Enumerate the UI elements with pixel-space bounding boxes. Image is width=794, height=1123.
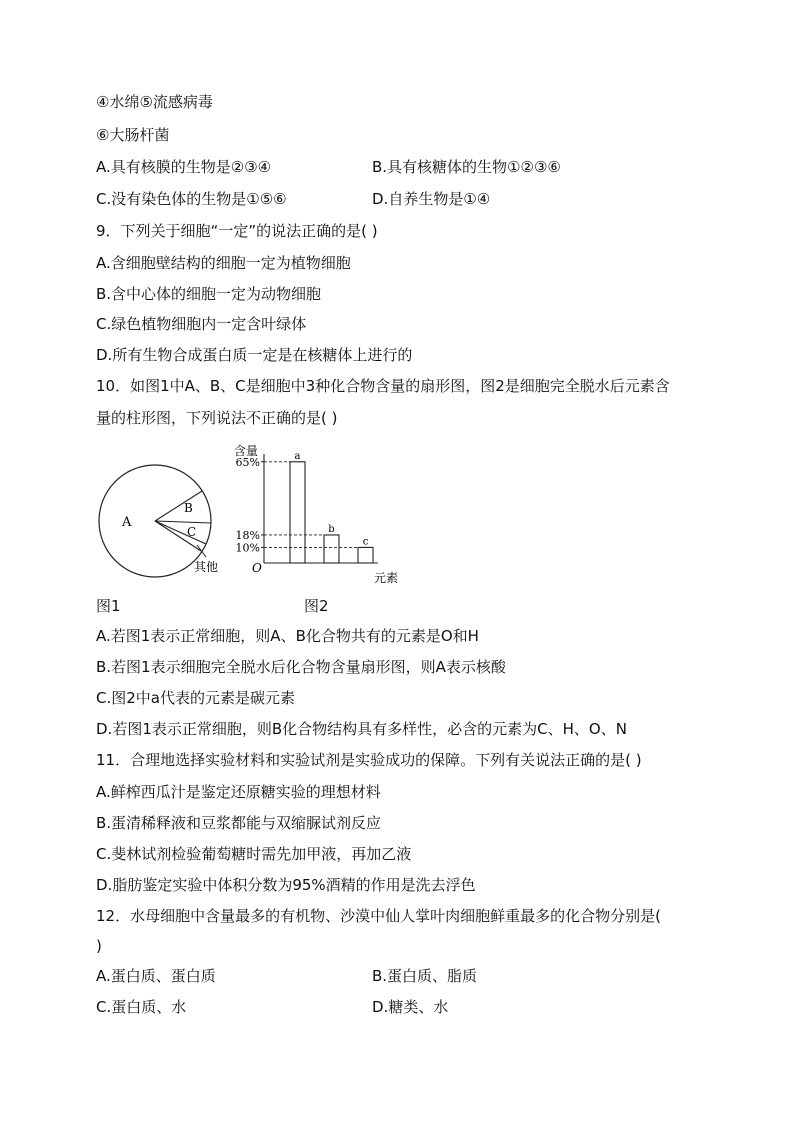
bar-label-c: c — [362, 536, 369, 548]
figure1-pie — [96, 462, 226, 588]
pie-label-other: 其他 — [194, 560, 219, 574]
q8-option-d: D.自养生物是①④ — [372, 190, 491, 208]
bar-label-a: a — [294, 450, 301, 462]
q11-option-a: A.鲜榨西瓜汁是鉴定还原糖实验的理想材料 — [96, 783, 381, 801]
q10-option-a: A.若图1表示正常细胞，则A、B化合物共有的元素是O和H — [96, 627, 479, 645]
figure2-caption: 图2 — [304, 597, 329, 615]
y-axis-label: 含量 — [234, 444, 259, 458]
q12-stem-line1: 12．水母细胞中含量最多的有机物、沙漠中仙人掌叶肉细胞鲜重最多的化合物分别是( — [96, 907, 661, 925]
pie-divider-3 — [155, 521, 206, 544]
q9-option-a: A.含细胞壁结构的细胞一定为植物细胞 — [96, 254, 351, 272]
q10-option-d: D.若图1表示正常细胞，则B化合物结构具有多样性，必含的元素为C、H、O、N — [96, 720, 627, 738]
bar-b — [324, 535, 339, 563]
x-axis-label: 元素 — [374, 571, 399, 585]
y-tick-label-a: 65% — [235, 455, 260, 469]
q9-stem: 9．下列关于细胞“一定”的说法正确的是( ) — [96, 222, 378, 240]
q12-option-b: B.蛋白质、脂质 — [372, 967, 478, 985]
q11-stem: 11．合理地选择实验材料和实验试剂是实验成功的保障。下列有关说法正确的是( ) — [96, 751, 642, 769]
y-tick-label-b: 18% — [235, 528, 260, 542]
pie-label-c: C — [187, 525, 197, 539]
q12-option-c: C.蛋白质、水 — [96, 998, 187, 1016]
bar-c — [358, 547, 373, 563]
q9-option-c: C.绿色植物细胞内一定含叶绿体 — [96, 315, 307, 333]
q11-option-b: B.蛋清稀释液和豆浆都能与双缩脲试剂反应 — [96, 814, 382, 832]
q9-option-d: D.所有生物合成蛋白质一定是在核糖体上进行的 — [96, 346, 413, 364]
q8-option-b: B.具有核糖体的生物①②③⑥ — [372, 158, 561, 176]
q10-stem-line2: 量的柱形图，下列说法不正确的是( ) — [96, 409, 338, 427]
bar-label-b: b — [328, 523, 335, 535]
q12-stem-line2: ) — [96, 937, 102, 955]
figure1-caption: 图1 — [96, 597, 121, 615]
pie-label-a: A — [122, 515, 132, 530]
y-tick-label-c: 10% — [235, 541, 260, 555]
q10-option-b: B.若图1表示细胞完全脱水后化合物含量扇形图，则A表示核酸 — [96, 658, 506, 676]
pie-label-b: B — [184, 501, 193, 515]
pie-divider-2 — [155, 521, 211, 523]
q10-stem-line1: 10．如图1中A、B、C是细胞中3种化合物含量的扇形图，图2是细胞完全脱水后元素含 — [96, 377, 670, 395]
figure2-bar-chart — [228, 442, 408, 586]
q12-option-d: D.糖类、水 — [372, 998, 449, 1016]
q11-option-d: D.脂肪鉴定实验中体积分数为95%酒精的作用是洗去浮色 — [96, 876, 476, 894]
q8-option-a: A.具有核膜的生物是②③④ — [96, 158, 272, 176]
q12-option-a: A.蛋白质、蛋白质 — [96, 967, 216, 985]
q11-option-c: C.斐林试剂检验葡萄糖时需先加甲液，再加乙液 — [96, 845, 412, 863]
pie-divider-1 — [155, 491, 202, 521]
q8-line2: ⑥大肠杆菌 — [96, 126, 170, 144]
origin-label: O — [252, 561, 262, 575]
q9-option-b: B.含中心体的细胞一定为动物细胞 — [96, 285, 322, 303]
bar-a — [290, 462, 305, 563]
q8-line1: ④水绵⑤流感病毒 — [96, 93, 213, 111]
q8-option-c: C.没有染色体的生物是①⑤⑥ — [96, 190, 287, 208]
q10-option-c: C.图2中a代表的元素是碳元素 — [96, 689, 295, 707]
